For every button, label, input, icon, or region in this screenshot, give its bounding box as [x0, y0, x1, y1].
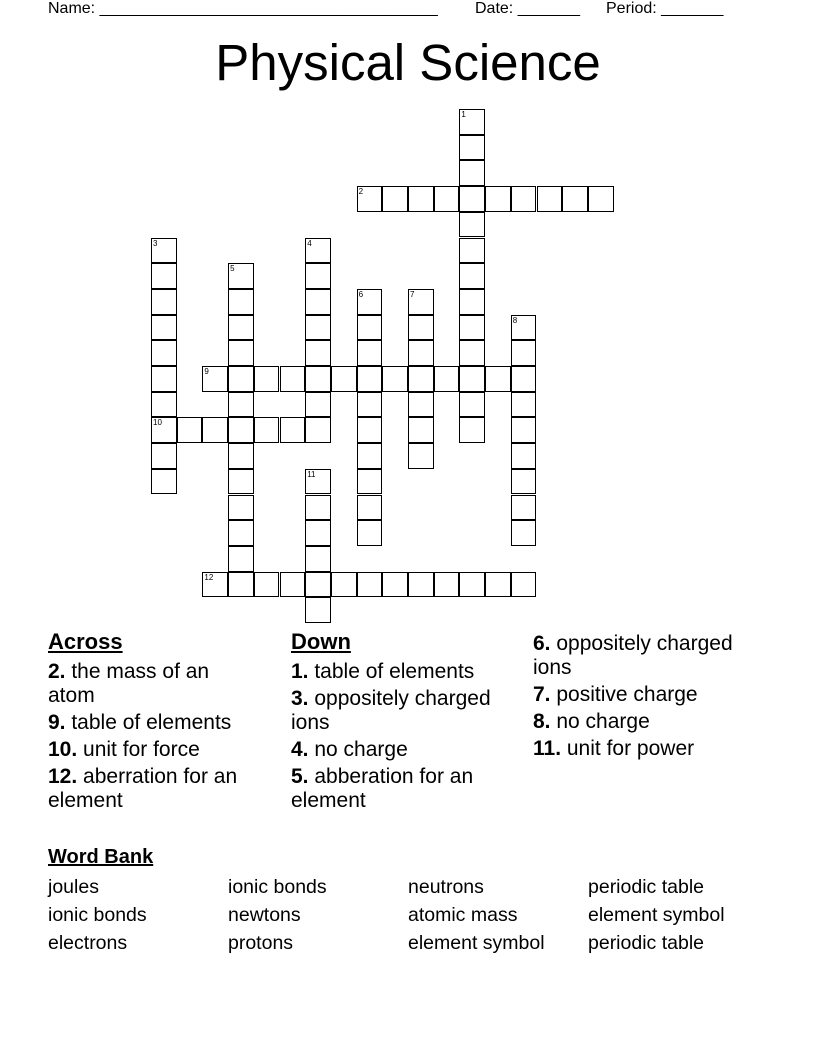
grid-cell[interactable] [434, 366, 460, 392]
word-bank-item: electrons [48, 932, 128, 954]
grid-cell[interactable] [511, 469, 537, 495]
grid-cell[interactable] [485, 186, 511, 212]
grid-cell[interactable] [228, 392, 254, 418]
clue-number-label: 10 [153, 418, 162, 428]
grid-cell[interactable] [408, 186, 434, 212]
clue-text: the mass of an atom [48, 660, 210, 707]
clue-text: unit for force [77, 738, 200, 761]
grid-cell[interactable] [459, 289, 485, 315]
across-heading: Across [48, 629, 123, 654]
clue-item [48, 765, 248, 813]
grid-cell[interactable] [588, 186, 614, 212]
grid-cell[interactable] [305, 597, 331, 623]
grid-cell[interactable] [459, 366, 485, 392]
grid-cell[interactable] [151, 469, 177, 495]
grid-cell[interactable] [537, 186, 563, 212]
clue-number-label: 9 [204, 367, 209, 376]
grid-cell[interactable] [228, 469, 254, 495]
period-field-label[interactable]: Period: _______ [606, 0, 724, 17]
grid-cell[interactable] [228, 340, 254, 366]
clue-number: 10. [48, 738, 78, 761]
clue-number-label: 3 [153, 238, 158, 248]
grid-cell[interactable] [228, 289, 254, 315]
grid-cell[interactable] [434, 186, 460, 212]
grid-cell[interactable] [305, 340, 331, 366]
date-field-label[interactable]: Date: _______ [475, 0, 580, 17]
grid-cell[interactable] [280, 572, 306, 598]
down-heading: Down [291, 629, 351, 654]
grid-cell[interactable] [408, 572, 434, 598]
word-bank-title: Word Bank [48, 846, 154, 868]
clue-number-label: 11 [307, 469, 316, 479]
grid-cell[interactable] [151, 315, 177, 341]
word-bank-item: periodic table [588, 876, 704, 898]
grid-cell[interactable] [305, 546, 331, 572]
clue-number: 6. [533, 632, 551, 655]
clue-number-label: 8 [512, 315, 518, 325]
clue-number-label: 12 [204, 572, 214, 582]
grid-cell[interactable] [357, 572, 383, 598]
clue-text: unit for power [561, 737, 695, 760]
grid-cell[interactable] [151, 392, 177, 418]
grid-cell[interactable] [511, 417, 537, 443]
clue-text: no charge [308, 738, 408, 761]
clue-item [291, 660, 491, 684]
grid-cell[interactable] [228, 366, 254, 392]
clue-number: 1. [291, 660, 309, 683]
grid-cell[interactable] [562, 186, 588, 212]
clue-text: oppositely charged ions [533, 632, 733, 679]
grid-cell[interactable] [305, 263, 331, 289]
clue-item [533, 632, 743, 680]
clue-number-label: 2 [358, 187, 364, 197]
grid-cell[interactable] [305, 572, 331, 598]
clue-number: 8. [533, 710, 551, 733]
grid-cell[interactable] [357, 392, 383, 418]
grid-cell[interactable] [177, 417, 203, 443]
grid-cell[interactable] [459, 135, 485, 161]
down-clues [291, 630, 491, 816]
clue-number: 7. [533, 683, 551, 706]
clue-text: no charge [550, 710, 650, 733]
clue-number-label: 7 [410, 289, 415, 299]
name-field-label[interactable]: Name: ______________________________________ [48, 0, 438, 17]
grid-cell[interactable] [357, 443, 383, 469]
grid-cell[interactable] [151, 289, 177, 315]
clue-number: 12. [48, 765, 78, 788]
across-clues [48, 630, 248, 816]
grid-cell[interactable] [408, 315, 434, 341]
grid-cell[interactable] [459, 572, 485, 598]
grid-cell[interactable] [485, 572, 511, 598]
grid-cell[interactable] [305, 289, 331, 315]
grid-cell[interactable] [254, 366, 280, 392]
grid-cell[interactable] [228, 546, 254, 572]
grid-cell[interactable] [382, 186, 408, 212]
grid-cell[interactable] [511, 366, 537, 392]
grid-cell[interactable] [434, 572, 460, 598]
grid-cell[interactable] [228, 315, 254, 341]
grid-cell[interactable] [305, 392, 331, 418]
clue-item [48, 711, 248, 735]
clue-text: oppositely charged ions [291, 687, 491, 734]
grid-cell[interactable] [228, 520, 254, 546]
clue-item [291, 765, 491, 813]
grid-cell[interactable] [459, 186, 485, 212]
grid-cell[interactable] [305, 520, 331, 546]
word-bank-item: ionic bonds [228, 876, 327, 898]
grid-cell[interactable] [305, 366, 331, 392]
word-bank-item: ionic bonds [48, 904, 147, 926]
grid-cell[interactable] [408, 392, 434, 418]
grid-cell[interactable] [202, 417, 228, 443]
grid-cell[interactable] [511, 186, 537, 212]
grid-cell[interactable] [331, 366, 357, 392]
clue-item [48, 738, 248, 762]
clue-number-label: 1 [461, 110, 466, 119]
grid-cell[interactable] [459, 238, 485, 264]
grid-cell[interactable] [151, 263, 177, 289]
grid-cell[interactable] [459, 340, 485, 366]
clue-number: 4. [291, 738, 309, 761]
grid-cell[interactable] [357, 340, 383, 366]
grid-cell[interactable] [280, 417, 306, 443]
grid-cell[interactable] [459, 392, 485, 418]
clue-number: 9. [48, 711, 66, 734]
grid-cell[interactable] [151, 366, 177, 392]
grid-cell[interactable] [459, 212, 485, 238]
grid-cell[interactable] [331, 572, 357, 598]
word-bank-item: newtons [228, 904, 301, 926]
clue-number-label: 5 [230, 264, 235, 274]
clue-item [291, 738, 491, 762]
grid-cell[interactable] [408, 366, 434, 392]
grid-cell[interactable] [511, 392, 537, 418]
grid-cell[interactable] [305, 417, 331, 443]
grid-cell[interactable] [357, 417, 383, 443]
word-bank-item: periodic table [588, 932, 704, 954]
grid-cell[interactable] [228, 572, 254, 598]
word-bank-item: joules [48, 876, 99, 898]
grid-cell[interactable] [151, 340, 177, 366]
grid-cell[interactable] [408, 443, 434, 469]
word-bank-item: element symbol [588, 904, 725, 926]
grid-cell[interactable] [280, 366, 306, 392]
grid-cell[interactable] [357, 469, 383, 495]
clue-item [533, 710, 743, 734]
grid-cell[interactable] [511, 520, 537, 546]
grid-cell[interactable] [408, 340, 434, 366]
grid-cell[interactable] [151, 443, 177, 469]
grid-cell[interactable] [382, 572, 408, 598]
clue-text: table of elements [65, 711, 232, 734]
clue-number: 2. [48, 660, 66, 683]
clue-number-label: 4 [307, 238, 312, 248]
grid-cell[interactable] [254, 417, 280, 443]
grid-cell[interactable] [357, 520, 383, 546]
grid-cell[interactable] [254, 572, 280, 598]
down-clues-continued [533, 632, 743, 764]
clue-number: 11. [533, 737, 562, 760]
grid-cell[interactable] [228, 495, 254, 521]
clue-item [533, 737, 743, 761]
grid-cell[interactable] [459, 315, 485, 341]
clue-text: table of elements [308, 660, 475, 683]
clue-item [48, 660, 248, 708]
grid-cell[interactable] [408, 417, 434, 443]
clue-item [291, 687, 491, 735]
clue-number: 5. [291, 765, 309, 788]
clue-item [533, 683, 743, 707]
clue-text: positive charge [550, 683, 698, 706]
clue-text: aberration for an element [48, 765, 238, 812]
grid-cell[interactable] [382, 366, 408, 392]
clue-number-label: 6 [358, 289, 364, 299]
grid-cell[interactable] [305, 315, 331, 341]
word-bank-item: neutrons [408, 876, 484, 898]
page-title: Physical Science [215, 34, 601, 91]
grid-cell[interactable] [228, 417, 254, 443]
grid-cell[interactable] [357, 495, 383, 521]
grid-cell[interactable] [459, 160, 485, 186]
grid-cell[interactable] [511, 572, 537, 598]
word-bank-item: atomic mass [408, 904, 518, 926]
grid-cell[interactable] [305, 495, 331, 521]
grid-cell[interactable] [485, 366, 511, 392]
grid-cell[interactable] [459, 417, 485, 443]
grid-cell[interactable] [459, 263, 485, 289]
word-bank-item: element symbol [408, 932, 545, 954]
grid-cell[interactable] [511, 443, 537, 469]
grid-cell[interactable] [357, 366, 383, 392]
word-bank-item: protons [228, 932, 294, 954]
grid-cell[interactable] [357, 315, 383, 341]
clue-number: 3. [291, 687, 309, 710]
grid-cell[interactable] [511, 340, 537, 366]
grid-cell[interactable] [228, 443, 254, 469]
clue-text: abberation for an element [291, 765, 474, 812]
grid-cell[interactable] [511, 495, 537, 521]
